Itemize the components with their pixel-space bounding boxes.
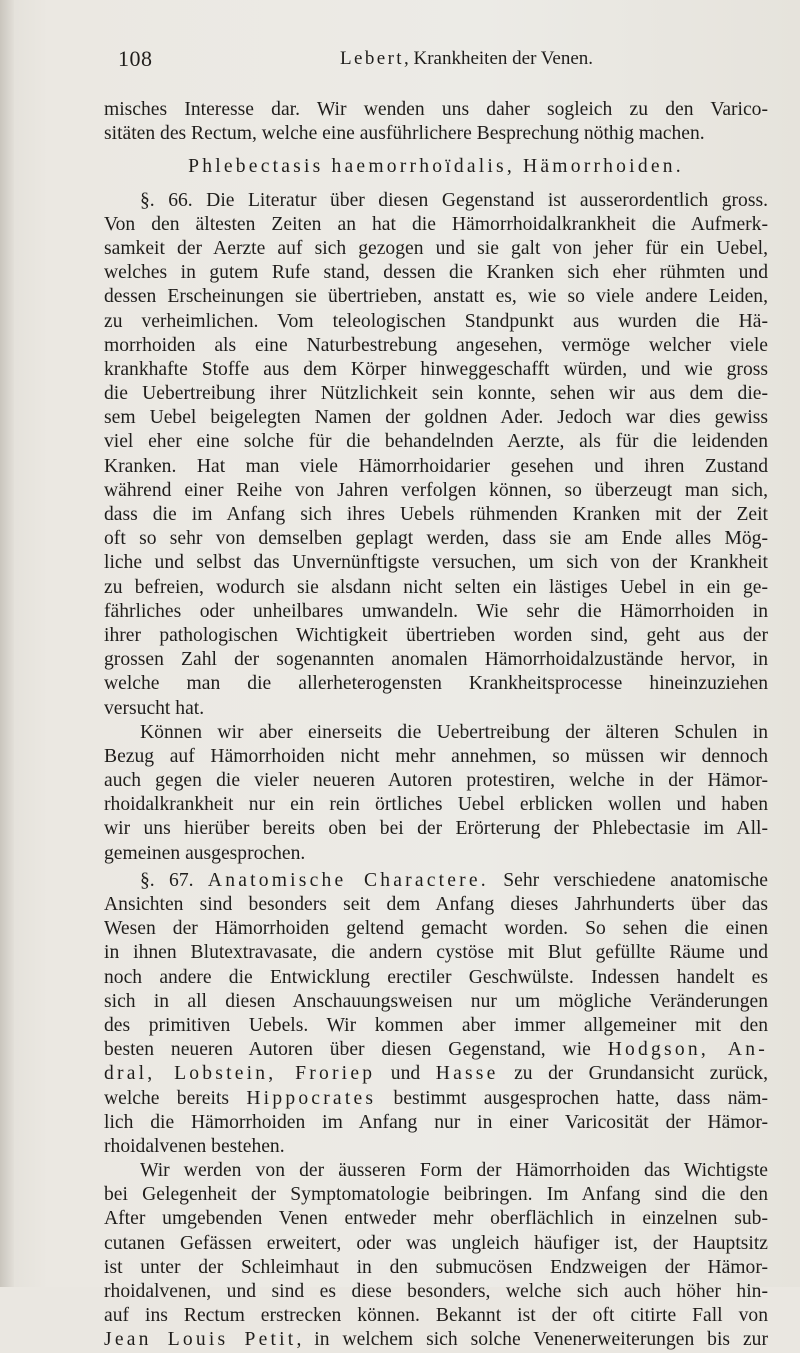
text-segment: morrhoiden als eine Naturbestrebung angesehen, vermöge welcher viele — [104, 334, 768, 356]
text-segment: fährliches oder unheilbares umwandeln. Wie sehr die Hämorrhoiden in — [104, 600, 768, 622]
text-segment: Ansichten sind besonders seit dem Anfang dieses Jahrhunderts über das — [104, 894, 768, 915]
text-line — [104, 213, 768, 237]
text-segment: cutanen Gefässen erweitert, oder was ungleich häufiger ist, der Hauptsitz — [104, 1232, 768, 1254]
emphasized-text: Hodgson, An- — [607, 1039, 768, 1061]
text-line — [104, 769, 768, 793]
text-segment: ist unter der Schleimhaut in den submucösen Endzweigen der Hämor- — [104, 1256, 768, 1278]
text-segment: Kranken. Hat man viele Hämorrhoidarier gesehen und ihren Zustand — [104, 455, 768, 477]
text-line — [104, 122, 768, 146]
text-segment: sem Uebel beigelegten Namen der goldnen Ader. Jedoch war dies gewiss — [104, 407, 768, 429]
text-line — [104, 745, 768, 769]
text-line — [104, 793, 768, 817]
text-line — [104, 1207, 768, 1231]
text-segment: bei Gelegenheit der Symptomatologie beibringen. Im Anfang sind die den — [104, 1184, 768, 1206]
text-segment: in ihnen Blutextravasate, die andern cystöse mit Blut gefüllte Räume und — [104, 942, 768, 964]
text-segment: versucht hat. — [104, 697, 205, 719]
text-segment: die Uebertreibung ihrer Nützlichkeit sein konnte, sehen wir aus dem die- — [104, 383, 768, 405]
text-segment: gemeinen ausgesprochen. — [104, 842, 306, 864]
running-head-title: , Krankheiten der Venen. — [403, 48, 594, 69]
paragraph-gap — [104, 180, 768, 189]
text-segment: Wir werden von der äusseren Form der Hämorrhoiden das Wichtigste — [140, 1160, 768, 1182]
text-line — [104, 697, 768, 721]
text-segment: sitäten des Rectum, welche eine ausführlichere Besprechung nöthig machen. — [104, 123, 705, 145]
text-line — [104, 285, 768, 309]
text-line — [104, 551, 768, 575]
text-segment: Bezug auf Hämorrhoiden nicht mehr annehmen, so müssen wir dennoch — [104, 745, 768, 767]
text-line — [104, 455, 768, 479]
section-heading — [104, 155, 768, 179]
text-segment: welches in gutem Rufe stand, dessen die Kranken sich eher rühmten und — [104, 262, 768, 284]
text-line — [104, 869, 768, 893]
text-line — [104, 430, 768, 454]
text-segment: noch andere die Entwicklung erectiler Geschwülste. Indessen handelt es — [104, 966, 768, 988]
running-head-author: Lebert — [340, 48, 404, 69]
text-line — [104, 966, 768, 990]
text-segment: §. 66. Die Literatur über diesen Gegenstand ist ausserordentlich gross. — [140, 189, 768, 211]
text-line — [104, 261, 768, 285]
text-segment: , in welchem sich solche Venenerweiterungen bis zur — [296, 1329, 768, 1351]
text-segment: misches Interesse dar. Wir wenden uns daher sogleich zu den Varico- — [104, 99, 768, 120]
text-segment: liche und selbst das Unvernünftigste versuchen, um sich von der Krankheit — [104, 552, 768, 574]
running-head — [340, 48, 593, 70]
text-line — [104, 527, 768, 551]
text-segment: zu befreien, wodurch sie alsdann nicht selten ein lästiges Uebel in ein ge- — [104, 576, 768, 598]
text-segment: After umgebenden Venen entweder mehr oberflächlich in einzelnen sub- — [104, 1208, 768, 1230]
text-line — [104, 189, 768, 213]
text-segment: besten neueren Autoren über diesen Gegenstand, wie — [104, 1039, 608, 1061]
text-line — [104, 1062, 768, 1086]
text-line — [104, 237, 768, 261]
text-line — [104, 893, 768, 917]
text-line — [104, 990, 768, 1014]
text-segment: rhoidalvenen, und sind es diese besonders, welche sich auch höher hin- — [104, 1281, 768, 1302]
text-line — [104, 1280, 768, 1304]
text-line — [104, 1014, 768, 1038]
text-segment: des primitiven Uebels. Wir kommen aber immer allgemeiner mit den — [104, 1014, 768, 1036]
text-segment: oft so sehr von demselben geplagt werden, dass sie am Ende alles Mög- — [104, 528, 768, 550]
emphasized-text: Phlebectasis haemorrhoïdalis, Hämorrhoiden. — [188, 156, 684, 178]
text-line — [104, 479, 768, 503]
text-line — [104, 1328, 768, 1352]
emphasized-text: Anatomische Charactere. — [207, 869, 489, 891]
text-segment: Von den ältesten Zeiten an hat die Hämorrhoidalkrankheit die Aufmerk- — [104, 213, 768, 235]
text-segment: welche bereits — [104, 1087, 247, 1109]
text-line — [104, 648, 768, 672]
text-segment: während einer Reihe von Jahren verfolgen können, so überzeugt man sich, — [104, 479, 768, 501]
text-line — [104, 334, 768, 358]
text-segment: dessen Erscheinungen sie übertrieben, anstatt es, wie so viele andere Leiden, — [104, 286, 768, 308]
page-number: 108 — [118, 46, 153, 71]
text-segment: welche man die allerheterogensten Krankheitsprocesse hineinzuziehen — [104, 673, 768, 695]
text-line — [104, 358, 768, 382]
text-line — [104, 1087, 768, 1111]
text-segment: krankhafte Stoffe aus dem Körper hinweggeschafft würden, und wie gross — [104, 358, 768, 380]
text-line — [104, 600, 768, 624]
text-segment: und — [375, 1063, 436, 1085]
text-segment: Können wir aber einerseits die Uebertreibung der älteren Schulen in — [140, 721, 768, 743]
text-line — [104, 1232, 768, 1256]
text-line — [104, 1038, 768, 1062]
paragraph-gap — [104, 146, 768, 155]
text-line — [104, 1256, 768, 1280]
text-line — [104, 1111, 768, 1135]
text-line — [104, 817, 768, 841]
emphasized-text: dral, Lobstein, Froriep — [104, 1063, 376, 1085]
text-line — [104, 382, 768, 406]
text-line — [104, 310, 768, 334]
text-line — [104, 1183, 768, 1207]
text-segment: sich in all diesen Anschauungsweisen nur um mögliche Veränderungen — [104, 990, 768, 1012]
emphasized-text: Jean Louis Petit — [104, 1329, 297, 1351]
text-segment: ihrer pathologischen Wichtigkeit übertrieben worden sind, geht aus der — [104, 624, 768, 646]
text-segment: dass die im Anfang sich ihres Uebels rühmenden Kranken mit der Zeit — [104, 504, 768, 525]
text-segment: auch gegen die vieler neueren Autoren protestiren, welche in der Hämor- — [104, 770, 768, 792]
text-segment: bestimmt ausgesprochen hatte, dass näm- — [376, 1087, 768, 1109]
page-gutter-shadow — [0, 0, 14, 1287]
text-segment: §. 67. — [140, 869, 208, 891]
text-segment: rhoidalvenen bestehen. — [104, 1135, 285, 1157]
text-line — [104, 503, 768, 527]
emphasized-text: Hippocrates — [246, 1087, 377, 1109]
text-segment: auf ins Rectum erstrecken können. Bekannt ist der oft citirte Fall von — [104, 1305, 768, 1327]
text-line — [104, 576, 768, 600]
text-segment: zu der Grundansicht zurück, — [498, 1063, 768, 1085]
body-text — [104, 98, 768, 1353]
text-segment: samkeit der Aerzte auf sich gezogen und sie galt von jeher für ein Uebel, — [104, 237, 768, 259]
text-line — [104, 842, 768, 866]
text-segment: grossen Zahl der sogenannten anomalen Hämorrhoidalzustände hervor, in — [104, 649, 768, 671]
text-line — [104, 1159, 768, 1183]
text-segment: Sehr verschiedene anatomische — [488, 869, 768, 891]
text-line — [104, 406, 768, 430]
text-segment: wir uns hierüber bereits oben bei der Erörterung der Phlebectasie im All- — [104, 818, 768, 840]
text-line — [104, 98, 768, 122]
text-line — [104, 1304, 768, 1328]
text-line — [104, 917, 768, 941]
text-segment: Wesen der Hämorrhoiden geltend gemacht worden. So sehen die einen — [104, 918, 768, 940]
text-segment: zu verheimlichen. Vom teleologischen Standpunkt aus wurden die Hä- — [104, 310, 768, 332]
text-line — [104, 721, 768, 745]
text-segment: viel eher eine solche für die behandelnden Aerzte, als für die leidenden — [104, 431, 768, 453]
text-line — [104, 1135, 768, 1159]
page-header — [118, 46, 718, 80]
emphasized-text: Hasse — [435, 1063, 499, 1085]
text-segment: lich die Hämorrhoiden im Anfang nur in einer Varicosität der Hämor- — [104, 1111, 768, 1133]
text-line — [104, 672, 768, 696]
text-line — [104, 624, 768, 648]
text-segment: rhoidalkrankheit nur ein rein örtliches Uebel erblicken wollen und haben — [104, 794, 768, 816]
text-line — [104, 941, 768, 965]
